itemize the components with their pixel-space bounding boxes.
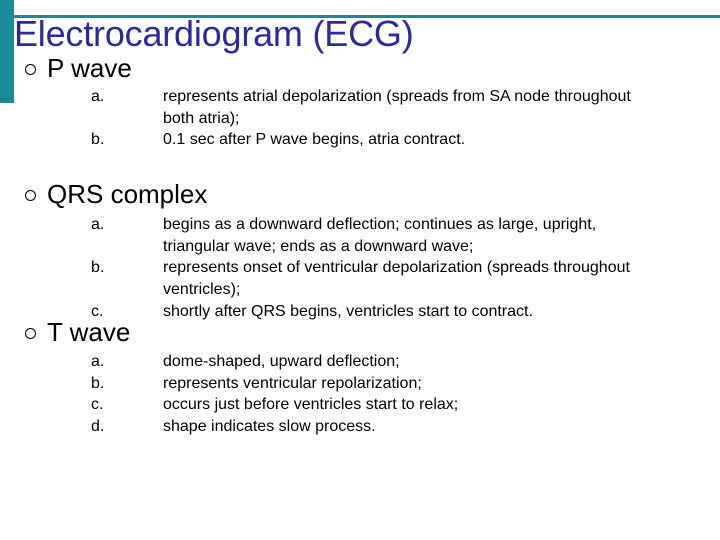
item-letter: b. [91,131,105,149]
item-letter: d. [91,418,105,436]
description-line: represents atrial depolarization (spreads from SA node throughout [163,88,631,105]
item-letter: b. [91,374,105,392]
item-descriptions [163,214,713,323]
description-line: triangular wave; ends as a downward wave; [163,237,474,255]
description-line: represents onset of ventricular depolarization (spreads throughout [163,259,630,277]
description-line: shortly after QRS begins, ventricles start to contract. [163,302,533,320]
description-line: represents ventricular repolarization; [163,374,422,392]
item-letter: a. [91,88,105,105]
item-letters [91,351,104,438]
bullet-icon [25,328,36,339]
description-line: begins as a downward deflection; continues as large, upright, [163,216,597,233]
section-heading: T wave [47,317,131,347]
item-letter: a. [91,353,105,370]
item-letters [91,214,104,322]
item-descriptions [163,351,713,438]
section-heading: P wave [47,53,132,83]
description-line: both atria); [163,109,240,127]
description-line: 0.1 sec after P wave begins, atria contract. [163,131,466,149]
slide-title: Electrocardiogram (ECG) [14,13,414,54]
item-descriptions [163,86,713,151]
description-line: ventricles); [163,281,241,299]
description-line: dome-shaped, upward deflection; [163,353,400,370]
section-heading: QRS complex [47,179,208,209]
item-letter: a. [91,216,105,233]
item-letter: c. [91,396,104,414]
item-letters [91,86,104,151]
description-line: occurs just before ventricles start to relax; [163,396,459,414]
bullet-icon [25,64,36,75]
bullet-icon [25,190,36,201]
description-line: shape indicates slow process. [163,418,376,436]
item-letter: c. [91,302,104,320]
item-letter: b. [91,259,105,277]
